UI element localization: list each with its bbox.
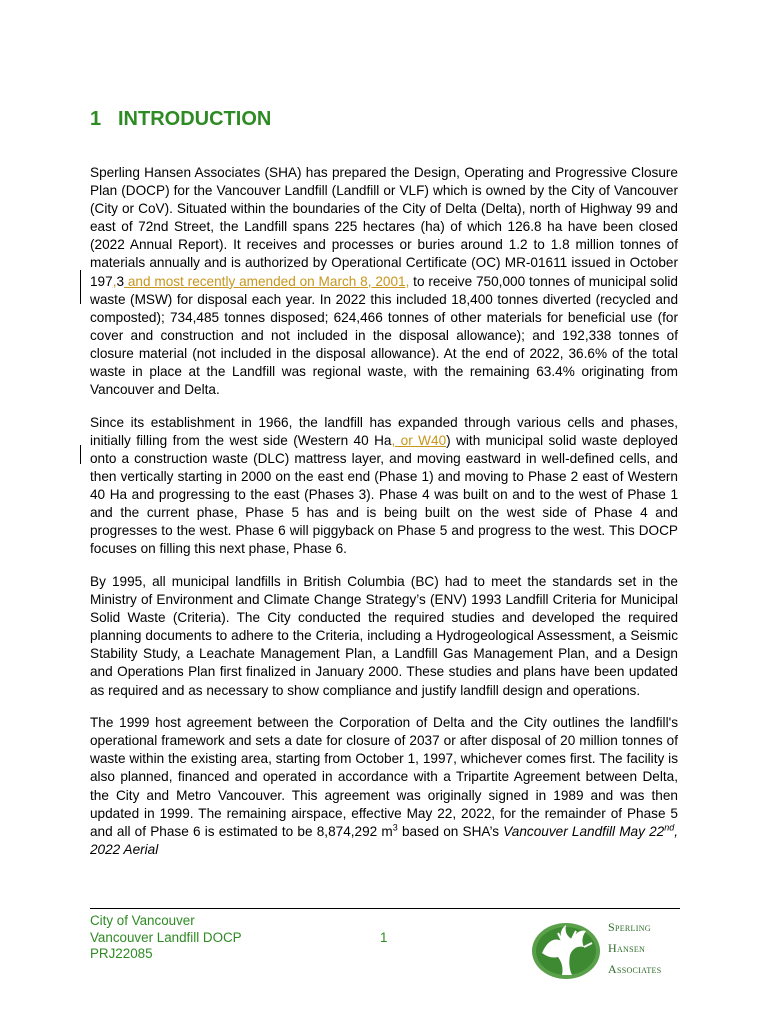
section-number: 1	[90, 108, 102, 130]
section-title: INTRODUCTION	[118, 108, 272, 130]
revision-mark: , or W40	[391, 432, 447, 448]
footer-rule	[90, 908, 680, 909]
logo-wordmark: Sperling Hansen Associates	[608, 920, 662, 976]
change-bar	[80, 445, 81, 464]
change-bar	[80, 270, 81, 304]
page-number: 1	[380, 930, 388, 945]
revision-mark: ,	[112, 273, 117, 289]
antler-emblem-icon	[528, 917, 608, 981]
paragraph: By 1995, all municipal landfills in British Columbia (BC) had to meet the standards set in the Ministry of Environment and Climate Change Strategy’s (ENV) 1993 Landfill Criteria for Municipal Solid Waste (Criteria). The City conducted the required studies and developed the required planning documents to adhere to the Criteria, including a Hydrogeological Assessment, a Seismic Stability Study, a Leachate Management Plan, a Landfill Gas Management Plan, and a Design and Operations Plan first finalized in January 2000. These studies and plans have been updated as required and as necessary to show compliance and justify landfill design and operations.	[90, 573, 678, 698]
section-heading	[90, 108, 271, 131]
paragraph: Sperling Hansen Associates (SHA) has prepared the Design, Operating and Progressive Closure Plan (DOCP) for the Vancouver Landfill (Landfill or VLF) which is owned by the City of Vancouver (City or CoV). Situated within the boundaries of the City of Delta (Delta), north of Highway 99 and east of 72nd Street, the Landfill spans 225 hectares (ha) of which 126.8 ha have been closed (2022 Annual Report). It receives and processes or buries around 1.2 to 1.8 million tonnes of materials annually and is authorized by Operational Certificate (OC) MR-01611 issued in October 197,3 and most recently amended on March 8, 2001, to receive 750,000 tonnes of municipal solid waste (MSW) for disposal each year. In 2022 this included 18,400 tonnes diverted (recycled and composted); 734,485 tonnes disposed; 624,466 tonnes of other materials for beneficial use (for cover and construction and not included in the disposal allowance); and 192,338 tonnes of closure material (not included in the disposal allowance). At the end of 2022, 36.6% of the total waste in place at the Landfill was regional waste, with the remaining 63.4% originating from Vancouver and Delta.	[90, 165, 678, 398]
paragraph: Since its establishment in 1966, the landfill has expanded through various cells and phases, initially filling from the west side (Western 40 Ha, or W40) with municipal solid waste deployed onto a construction waste (DLC) mattress layer, and moving eastward in well-defined cells, and then vertically starting in 2000 on the east end (Phase 1) and moving to Phase 2 east of Western 40 Ha and progressing to the east (Phases 3). Phase 4 was built on and to the west of Phase 1 and the current phase, Phase 5 has and is being built on the west side of Phase 4 and progresses to the west. Phase 6 will piggyback on Phase 5 and progress to the west. This DOCP focuses on filling this next phase, Phase 6.	[90, 414, 678, 557]
document-body	[90, 164, 678, 873]
company-logo	[528, 917, 682, 981]
footer-project: Vancouver Landfill DOCP	[90, 929, 242, 945]
footer-client: City of Vancouver	[90, 913, 195, 928]
revision-mark: and most recently amended on March 8, 2001,	[124, 273, 410, 289]
footer-info	[90, 913, 242, 963]
footer-project-number: PRJ22085	[90, 946, 153, 961]
paragraph: The 1999 host agreement between the Corporation of Delta and the City outlines the landfill's operational framework and sets a date for closure of 2037 or after disposal of 20 million tonnes of waste within the existing area, starting from October 1, 1997, whichever comes first. The facility is also planned, financed and operated in accordance with a Tripartite Agreement between Delta, the City and Metro Vancouver. This agreement was originally signed in 1989 and was then updated in 1999. The remaining airspace, effective May 22, 2022, for the remainder of Phase 5 and all of Phase 6 is estimated to be 8,874,292 $m^3$ based on SHA’s Vancouver Landfill May 22nd, 2022 Aerial	[90, 715, 679, 857]
